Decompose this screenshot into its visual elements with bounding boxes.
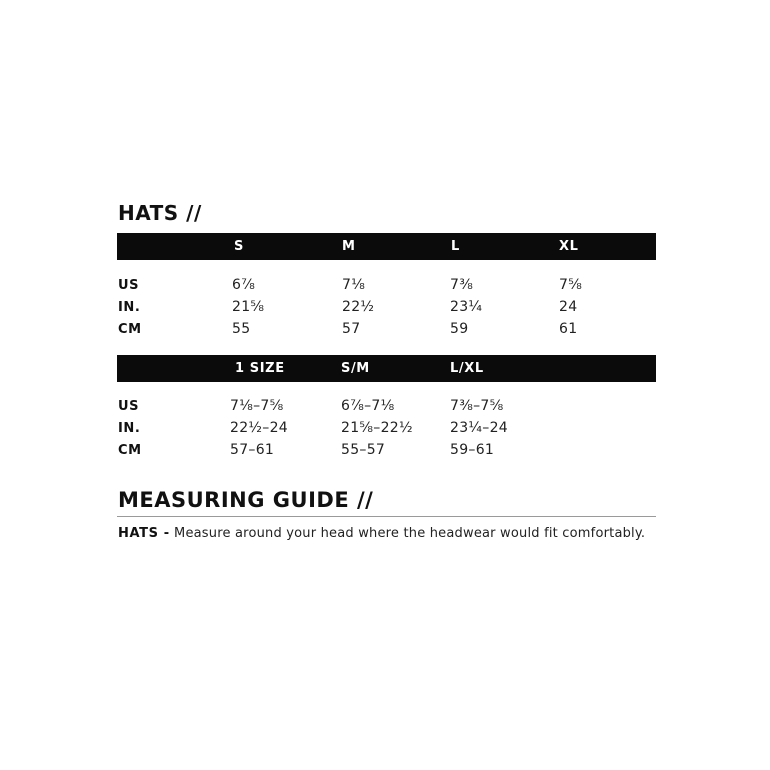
table2-cell: 22½–24 (230, 420, 288, 436)
table1-row-label-us: US (118, 278, 140, 293)
table2-row-label-cm: CM (118, 443, 142, 458)
hats-heading: HATS // (118, 201, 202, 225)
table2-cell: 57–61 (230, 442, 275, 458)
measuring-note (118, 526, 645, 541)
table2-cell: 59–61 (450, 442, 495, 458)
table1-cell: 22½ (342, 299, 375, 315)
table1-header-bar (117, 233, 656, 260)
table1-header-l: L (451, 239, 460, 254)
table2-cell: 6⅞–7⅛ (341, 398, 395, 414)
table1-cell: 24 (559, 299, 578, 315)
measuring-guide-heading: MEASURING GUIDE // (118, 488, 374, 512)
table1-header-s: S (234, 239, 244, 254)
table2-cell: 55–57 (341, 442, 386, 458)
table1-cell: 59 (450, 321, 469, 337)
table2-cell: 7⅜–7⅝ (450, 398, 504, 414)
table2-header-l-xl: L/XL (450, 361, 484, 376)
table1-cell: 21⅝ (232, 299, 265, 315)
table1-cell: 55 (232, 321, 251, 337)
table2-row-label-us: US (118, 399, 140, 414)
table2-row-label-in: IN. (118, 421, 141, 436)
table1-header-m: M (342, 239, 356, 254)
table1-row-label-in: IN. (118, 300, 141, 315)
table1-cell: 57 (342, 321, 361, 337)
table2-header-bar (117, 355, 656, 382)
table1-row-label-cm: CM (118, 322, 142, 337)
measuring-note-text: Measure around your head where the headwear would fit comfortably. (174, 526, 646, 541)
table2-cell: 23¼–24 (450, 420, 508, 436)
measuring-note-label: HATS - (118, 526, 170, 541)
table2-cell: 21⅝–22½ (341, 420, 413, 436)
table2-header-s-m: S/M (341, 361, 370, 376)
table1-header-xl: XL (559, 239, 579, 254)
table1-cell: 7⅛ (342, 277, 366, 293)
table1-cell: 7⅜ (450, 277, 474, 293)
table1-cell: 61 (559, 321, 578, 337)
divider (117, 516, 656, 517)
table2-header-one-size: 1 SIZE (235, 361, 285, 376)
table1-cell: 23¼ (450, 299, 483, 315)
table1-cell: 7⅝ (559, 277, 583, 293)
table1-cell: 6⅞ (232, 277, 256, 293)
table2-cell: 7⅛–7⅝ (230, 398, 284, 414)
